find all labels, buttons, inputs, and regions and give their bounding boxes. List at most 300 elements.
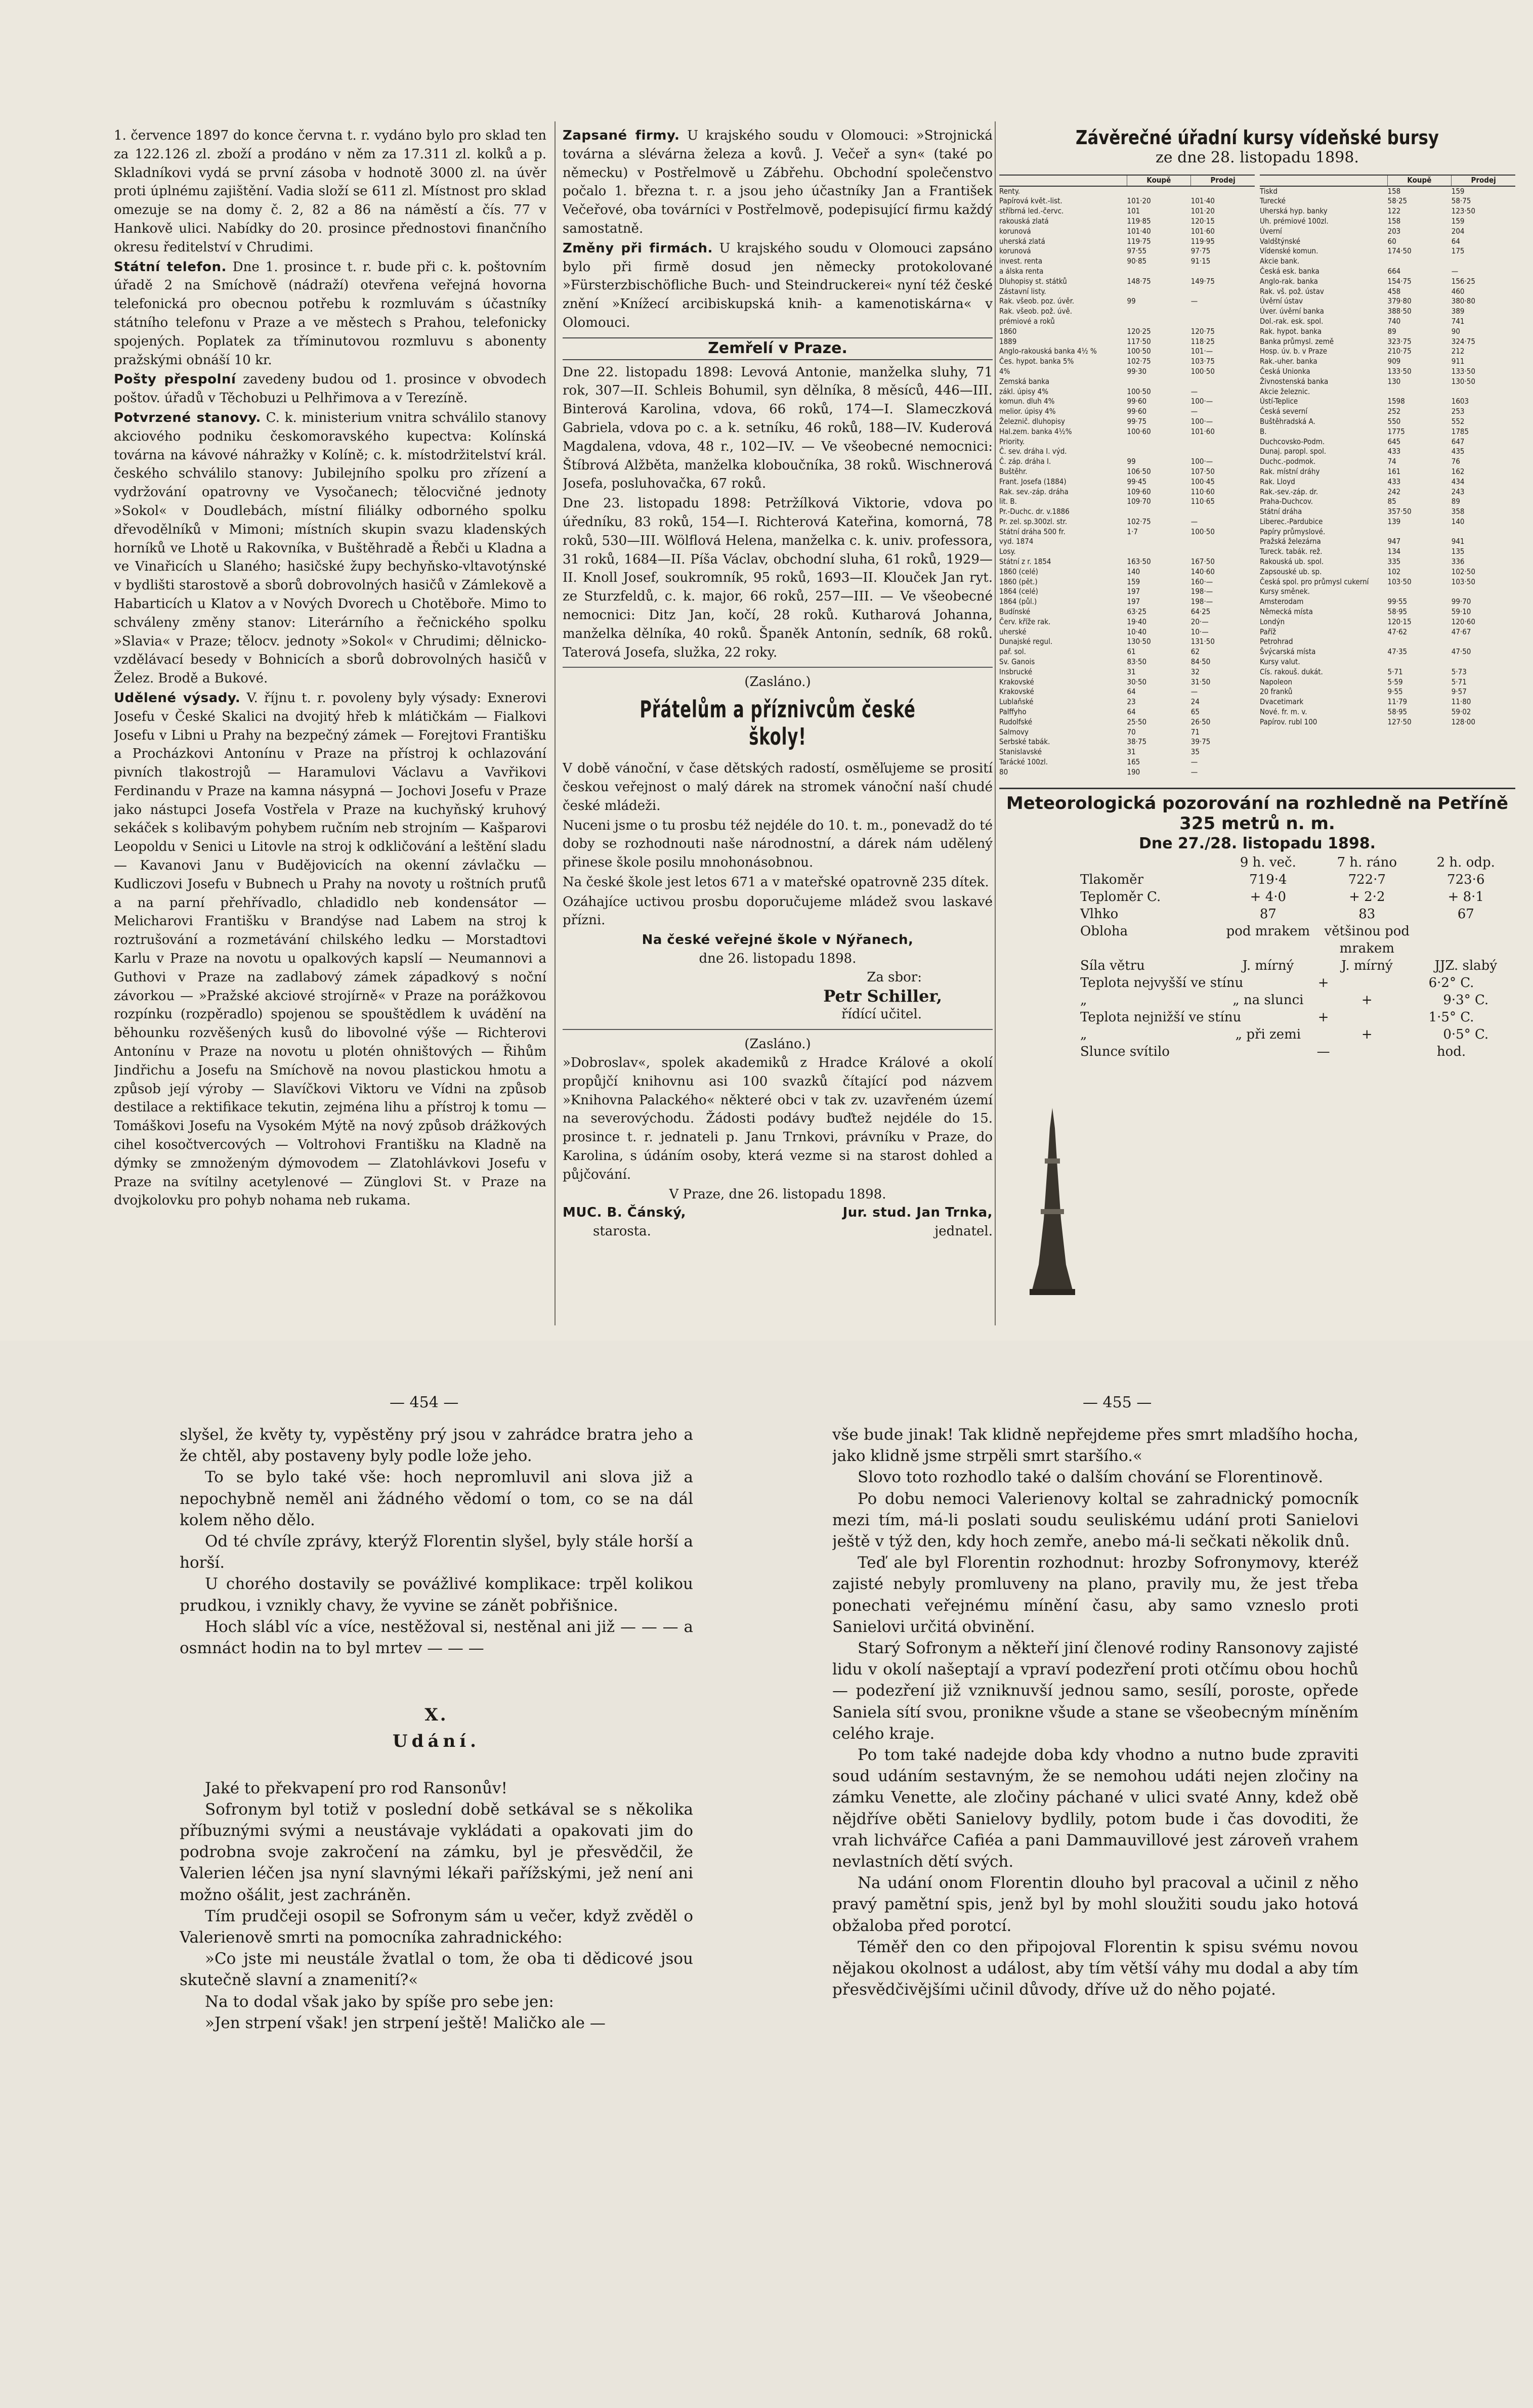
table-row <box>999 256 1255 267</box>
signature-name: Petr Schiller, <box>823 986 942 1006</box>
table-cell: rakouská zlatá <box>999 216 1049 226</box>
table-cell: 941 <box>1451 537 1465 546</box>
table-row <box>1260 287 1515 297</box>
table-row <box>1260 337 1515 347</box>
table-cell: komun. dluh 4% <box>999 397 1055 406</box>
table-cell: 131·50 <box>1190 637 1215 647</box>
table-cell: 434 <box>1451 477 1465 486</box>
table-row <box>999 296 1255 307</box>
table-cell: 47·62 <box>1387 627 1408 636</box>
table-cell: Dunajské regul. <box>999 637 1053 647</box>
table-cell: 358 <box>1451 507 1465 517</box>
table-row <box>1260 427 1515 437</box>
heading: Změny při firmách. <box>563 240 713 256</box>
table-row <box>1260 637 1515 647</box>
table-row <box>1260 387 1515 397</box>
table-cell: 460 <box>1451 286 1465 296</box>
paragraph: slyšel, že květy ty, vypěstěny prý jsou v zahrádce bratra jeho a že chtěl, aby postaveny byly podle lože jeho. <box>180 1426 693 1466</box>
table-cell: 58·75 <box>1451 196 1471 206</box>
obituaries-22: Dne 22. listopadu 1898: Levová Antonie, manželka sluhy, 71 rok, 307—II. Schleis Bohumil, syn dělníka, 8 měsíců, 446—III. Binterová Karolina, vdova, 66 roků, 174—I. Slameczková Gabriela, vdova po c. a k. setníku, 46 roků, 188—IV. Kuderová Magdalena, vdova, 48 r., 102—IV. — Ve všeobecné nemocnici: Štíbrová Alžběta, manželka kloboučníka, 38 roků. Wischnerová Josefa, posluhovačka, 67 roků. <box>563 364 993 492</box>
table-cell: 645 <box>1387 437 1401 446</box>
meteorology-cell: — <box>1316 1044 1330 1059</box>
table-cell: Cís. rakouš. dukát. <box>1260 667 1323 676</box>
paragraph: Sofronym byl totiž v poslední době setkával se s několika příbuznými svými a neustávaje vykládati a opakovati jim do podrobna svoje zakročení na zámku, byl je přesvědčil, že Valerien léčen jsa nyní slavnými lékaři pařížskými, jež není ani možno ošálit, jest zachráněn. <box>180 1800 693 1904</box>
meteorology-block <box>999 788 1515 1060</box>
table-cell <box>1388 256 1452 267</box>
table-cell: 5·71 <box>1387 667 1403 676</box>
table-cell: 91·15 <box>1190 256 1211 266</box>
table-cell: Rak. všeob. pož. úvě. <box>999 307 1073 316</box>
table-row <box>999 747 1255 757</box>
table-cell: Rak.-sev.-záp. dr. <box>1260 487 1318 496</box>
table-cell: 59·02 <box>1451 707 1471 717</box>
table-row <box>1260 577 1515 587</box>
table-row <box>1260 296 1515 307</box>
table-row <box>999 417 1255 427</box>
table-cell: Zástavní listy. <box>999 286 1046 296</box>
signature-2 <box>843 1203 993 1241</box>
table-cell: 101·60 <box>1190 226 1215 236</box>
table-cell: — <box>1190 296 1198 306</box>
table-row <box>1260 517 1515 527</box>
table-row <box>1260 557 1515 567</box>
table-row <box>999 327 1255 337</box>
article-text: C. k. ministerium vnitra schválilo stanovy akciového podniku českomoravského kupectva: Kolínská továrna na kávové náhražky v Kolíně; c. k. místodržitelství král. českého schválilo stanovy: Jubilejního spolku pro zřízení a vydržování opatrovny ve Vysočanech; tělocvičné jednoty »Sokol« v Doudlebách, místní filiálky odborného spolku dřevodělníků v Mimoni; místních skupin svazu kladenských horníků ve Lhotě u Rakovníka, v Buštěhradě a Řebči u Kladna a ve Vinařicích u Slaného; hasičské župy bechyňsko-vltavotýnské v bydlišti starostově a sborů dobrovolných hasičů v Zámlekově a Habarticích u Klatov a v Nových Dvorech u Chotěboře. Mimo to schváleny změny stanov: Literárního a řečnického spolku »Slavia« v Praze; tělocv. jednoty »Sokol« v Chrudimi; dělnicko-vzdělávací besedy v Bohnicích a sborů dobrovolných hasičů v Želez. Brodě a Bukové. <box>114 410 546 686</box>
table-cell: Tarácké 100zl. <box>999 757 1048 767</box>
table-cell: Petrohrad <box>1260 637 1293 647</box>
meteorology-row <box>1080 888 1515 906</box>
table-row <box>999 457 1255 467</box>
table-cell: Kursy směnek. <box>1260 587 1310 596</box>
table-cell: uherské <box>999 627 1027 636</box>
table-row <box>1260 237 1515 247</box>
table-cell: Krakovské <box>999 677 1034 686</box>
paragraph: »Co jste mi neustále žvatlal o tom, že oba ti dědicové jsou skutečně slavní a znamenití?« <box>180 1950 693 1990</box>
table-cell: 128·00 <box>1451 717 1475 726</box>
table-row <box>1260 477 1515 487</box>
table-cell: 5·59 <box>1387 677 1403 686</box>
paragraph: Hoch slábl víc a více, nestěžoval si, nestěnal ani již — — — a osmnáct hodin na to byl mrtev — — — <box>180 1617 693 1658</box>
signer: Jur. stud. Jan Trnka, <box>842 1205 993 1221</box>
table-cell: korunová <box>999 226 1031 236</box>
meteorology-cell: Teplota nejvyšší ve stínu <box>1080 975 1244 991</box>
table-cell: 552 <box>1451 416 1465 426</box>
table-row <box>999 467 1255 477</box>
table-row <box>999 547 1255 557</box>
table-cell: 10·— <box>1190 627 1209 636</box>
table-row <box>1260 217 1515 227</box>
table-cell: 101·60 <box>1190 426 1215 436</box>
paragraph: Starý Sofronym a někteří jiní členové rodiny Ransonovy zajisté lidu v okolí našeptají a vpraví podezření proti otčímu obou hochů — podezření již vzniknuvší jednou samo, sesílí, poroste, opřede Saniela sítí svou, pronikne všude a stane se všeobecným míněním celého kraje. <box>832 1639 1358 1743</box>
table-cell: Dluhopisy st. státků <box>999 276 1067 286</box>
table-cell: 1864 (celé) <box>999 587 1038 596</box>
table-row <box>999 357 1255 367</box>
table-cell: 140·60 <box>1190 567 1215 576</box>
table-cell: 130·50 <box>1451 376 1475 386</box>
table-row <box>999 757 1255 767</box>
table-row <box>1260 407 1515 417</box>
signature-title: řídící učitel. <box>841 1007 922 1022</box>
table-cell: Papírová květ.-list. <box>999 196 1062 206</box>
meteorology-cell: + <box>1317 1009 1329 1025</box>
table-row <box>1260 447 1515 457</box>
section-heading: Zemřelí v Praze. <box>563 337 993 360</box>
table-row <box>1260 607 1515 617</box>
table-cell: 58·95 <box>1387 607 1408 617</box>
table-cell: — <box>1190 757 1198 767</box>
table-cell: 100·50 <box>1127 386 1151 396</box>
table-cell: Buštěhradská A. <box>1260 416 1315 426</box>
table-cell: 100·60 <box>1127 426 1151 436</box>
table-cell: 11·79 <box>1387 697 1408 707</box>
table-cell: 119·75 <box>1127 236 1151 246</box>
table-cell: 99·30 <box>1127 366 1147 376</box>
table-row <box>999 657 1255 667</box>
meteorology-row <box>1080 871 1515 888</box>
date-line: dne 26. listopadu 1898. <box>699 951 857 967</box>
table-row <box>999 707 1255 717</box>
table-row <box>999 387 1255 397</box>
paragraph: Jaké to překvapení pro rod Ransonův! <box>205 1779 507 1797</box>
table-row <box>1260 507 1515 517</box>
meteorology-cell: + 4·0 <box>1250 889 1287 905</box>
table-cell: 253 <box>1451 407 1465 416</box>
table-cell <box>1127 507 1191 517</box>
table-cell: Rak. sev.-záp. dráha <box>999 487 1069 496</box>
table-cell: 61 <box>1127 647 1136 657</box>
article-text: U krajského soudu v Olomouci: »Strojnická továrna a slévárna železa a kovů. J. Večeř a syn« (také po německu) v Postřelmově u Zábřehu. Obchodní společenstvo počalo 1. března t. r. a jsou jeho účastníky Jan a František Večeřové, oba továrníci v Postřelmově, podepisující firmu každý samostatně. <box>563 128 993 236</box>
table-row <box>999 637 1255 647</box>
table-cell: 210·75 <box>1387 347 1412 356</box>
table-row <box>999 587 1255 597</box>
table-cell: Úvěrní ústav <box>1260 296 1303 306</box>
appeal-text: Nuceni jsme o tu prosbu též nejdéle do 10. t. m., ponevadž do té doby se rozhodnouti naše národnostní, a dárek nám udělený přinese škole posilu mnohonásobnou. <box>563 818 993 871</box>
table-row <box>999 337 1255 347</box>
signer-role: jednatel. <box>934 1224 993 1239</box>
table-cell: 160·— <box>1190 577 1213 586</box>
table-cell: invest. renta <box>999 256 1043 266</box>
table-cell: 64·25 <box>1190 607 1211 617</box>
chapter-number: X. <box>424 1705 448 1726</box>
table-cell: 161 <box>1387 466 1401 476</box>
table-row <box>999 267 1255 277</box>
table-cell: Praha-Duchcov. <box>1260 497 1313 506</box>
meteorology-cell: + <box>1361 1026 1373 1042</box>
table-cell: lit. B. <box>999 497 1017 506</box>
meteorology-row <box>1080 923 1515 957</box>
table-row <box>999 497 1255 507</box>
table-cell: — <box>1190 386 1198 396</box>
table-cell: Ústí-Teplice <box>1260 397 1298 406</box>
table-cell: Buštěhr. <box>999 466 1028 476</box>
meteorology-cell: hod. <box>1436 1044 1466 1059</box>
table-row <box>1260 367 1515 377</box>
meteorology-cell: 87 <box>1259 906 1276 922</box>
table-cell: 64 <box>1127 687 1136 697</box>
table-cell: 140 <box>1127 567 1140 576</box>
table-cell: Zapsouské ub. sp. <box>1260 567 1322 576</box>
table-row <box>1260 227 1515 237</box>
table-cell: Amsterodam <box>1260 597 1304 607</box>
table-row <box>999 447 1255 457</box>
table-row <box>999 427 1255 437</box>
table-cell <box>1191 447 1255 457</box>
table-row <box>999 717 1255 727</box>
meteorology-row <box>1080 906 1515 923</box>
table-cell: Č. sev. dráha I. výd. <box>999 447 1067 456</box>
table-cell: prémiové a roků <box>999 316 1055 326</box>
table-cell: 159 <box>1127 577 1140 586</box>
heading: Potvrzené stanovy. <box>114 410 261 425</box>
table-cell: 110·65 <box>1190 497 1215 506</box>
meteorology-cell: 1·5° C. <box>1428 1009 1474 1025</box>
column-rule <box>995 121 996 1325</box>
table-cell: Napoleon <box>1260 677 1293 686</box>
table-cell: 65 <box>1190 707 1200 717</box>
table-row <box>1260 277 1515 287</box>
meteorology-extra-row <box>1080 1009 1515 1026</box>
table-cell: 198·— <box>1190 597 1213 607</box>
table-cell: 118·25 <box>1190 336 1215 346</box>
table-row <box>1260 717 1515 727</box>
table-row <box>1260 377 1515 387</box>
table-cell: 100·50 <box>1127 347 1151 356</box>
heading: Státní telefon. <box>114 259 227 275</box>
table-cell: 243 <box>1451 487 1465 496</box>
appeal-text: Ozáhajíce uctivou prosbu doporučujeme mládež svou laskavé přízni. <box>563 894 993 928</box>
table-cell: 102·75 <box>1127 517 1151 526</box>
table-cell: 163·50 <box>1127 557 1151 567</box>
table-cell: Česká spol. pro průmysl cukerní <box>1260 577 1369 586</box>
table-cell <box>1191 187 1255 197</box>
table-cell: Rak. místní dráhy <box>1260 466 1320 476</box>
table-row <box>999 407 1255 417</box>
signer: MUC. B. Čánský, <box>563 1205 686 1221</box>
table-cell: 101·20 <box>1190 206 1215 216</box>
table-cell: 134 <box>1387 547 1401 556</box>
table-cell: 159 <box>1451 216 1465 226</box>
table-cell: 741 <box>1451 316 1465 326</box>
table-cell: 1·7 <box>1127 527 1138 536</box>
meteorology-cell <box>1417 923 1515 957</box>
table-cell: 120·25 <box>1127 326 1151 336</box>
table-cell: zákl. úpisy 4% <box>999 386 1049 396</box>
meteorology-cell: 67 <box>1457 906 1474 922</box>
table-row <box>999 727 1255 738</box>
table-row <box>1260 537 1515 547</box>
table-cell: 323·75 <box>1387 336 1412 346</box>
table-cell: 110·60 <box>1190 487 1215 496</box>
table-cell: 130·50 <box>1127 637 1151 647</box>
table-cell: Státní dráha 500 fr. <box>999 527 1066 536</box>
bourse-table-left <box>999 175 1255 778</box>
table-cell: Anglo-rakouská banka 4½ % <box>999 347 1097 356</box>
table-cell: Rak.-uher. banka <box>1260 357 1317 366</box>
table-cell: Rak. Lloyd <box>1260 477 1295 486</box>
table-cell: 252 <box>1387 407 1401 416</box>
table-header: Koupě Prodej <box>1260 175 1515 187</box>
table-row <box>1260 327 1515 337</box>
meteorology-cell: „ na slunci <box>1232 992 1304 1008</box>
table-cell: Losy. <box>999 547 1016 556</box>
table-cell: 167·50 <box>1190 557 1215 567</box>
table-cell: Nové. fr. m. v. <box>1260 707 1307 717</box>
table-cell: Červ. kříže rak. <box>999 617 1051 626</box>
table-cell: Rak. hypot. banka <box>1260 326 1322 336</box>
table-cell: 47·67 <box>1451 627 1471 636</box>
table-cell: 947 <box>1387 537 1401 546</box>
table-cell <box>1388 587 1452 597</box>
table-cell: 435 <box>1451 447 1465 456</box>
table-cell: Česká Unionka <box>1260 366 1310 376</box>
table-cell: 60 <box>1387 236 1396 246</box>
table-cell: Papíry průmyslové. <box>1260 527 1326 536</box>
paragraph: Po dobu nemoci Valerienovy koltal se zahradnický pomocník mezi tím, má-li poslati soudu seuliskému udání proti Sanielovi ještě v týž den, kdy hoch zemře, anebo má-li sečkati několik dnů. <box>832 1489 1358 1551</box>
meteorology-cell: Tlakoměr <box>1080 872 1144 887</box>
meteorology-row <box>1080 957 1515 974</box>
table-row <box>1260 597 1515 607</box>
table-cell <box>1191 437 1255 447</box>
table-row <box>1260 267 1515 277</box>
table-cell: 1860 (celé) <box>999 567 1038 576</box>
table-cell: 9·57 <box>1451 687 1467 697</box>
table-cell: 664 <box>1387 266 1401 276</box>
table-cell: 100·— <box>1190 397 1213 406</box>
table-cell: 11·80 <box>1451 697 1471 707</box>
table-row <box>999 597 1255 607</box>
heading: Udělené výsady. <box>114 690 241 706</box>
paragraph: U chorého dostavily se povážlivé komplikace: trpěl kolikou prudkou, i vznikly chavy, že vyvine se zánět pobřišnice. <box>180 1575 693 1615</box>
meteorology-cell: Vlhko <box>1080 906 1119 922</box>
table-cell: 5·71 <box>1451 677 1467 686</box>
table-row <box>999 487 1255 497</box>
table-cell: 4% <box>999 366 1010 376</box>
table-cell: Liberec.-Pardubice <box>1260 517 1323 526</box>
table-row <box>999 307 1255 317</box>
table-cell: Tiskd <box>1260 186 1278 196</box>
table-cell: 99 <box>1127 296 1136 306</box>
table-cell: 135 <box>1451 547 1465 556</box>
paragraph: Od té chvíle zprávy, kterýž Florentin slyšel, byly stále horší a horší. <box>180 1532 693 1572</box>
table-cell: Švýcarská místa <box>1260 647 1316 657</box>
table-cell: Duchc.-podmok. <box>1260 457 1316 466</box>
paragraph: vše bude jinak! Tak klidně nepřejdeme přes smrt mladšího hocha, jako klidně jsme strpěli smrt staršího.« <box>832 1426 1358 1466</box>
table-row <box>1260 547 1515 557</box>
table-row <box>1260 567 1515 577</box>
table-cell: 99·60 <box>1127 407 1147 416</box>
table-cell: Papírov. rubl 100 <box>1260 717 1317 726</box>
table-row <box>1260 457 1515 467</box>
paragraph: »Jen strpení však! jen strpení ještě! Maličko ale — <box>205 2013 606 2032</box>
table-cell: 159 <box>1451 186 1465 196</box>
table-cell: 107·50 <box>1190 466 1215 476</box>
table-cell <box>1191 547 1255 557</box>
table-row <box>1260 487 1515 497</box>
table-cell: 120·75 <box>1190 326 1215 336</box>
petrin-tower-illustration <box>1030 1108 1075 1295</box>
table-row <box>999 687 1255 697</box>
table-cell: 204 <box>1451 226 1465 236</box>
table-cell: 242 <box>1387 487 1401 496</box>
table-row <box>999 246 1255 256</box>
table-cell: 84·50 <box>1190 657 1211 667</box>
meteorology-cell: „ <box>1080 992 1087 1008</box>
article-posty <box>114 370 546 408</box>
table-cell: Stanislavské <box>999 747 1042 757</box>
signatures <box>563 1203 993 1241</box>
table-row <box>999 347 1255 357</box>
meteorology-title: Meteorologická pozorování na rozhledně na Petříně 325 metrů n. m. <box>1006 793 1509 834</box>
table-cell: 119·85 <box>1127 216 1151 226</box>
table-cell: Č. záp. dráha I. <box>999 457 1051 466</box>
meteorology-header: 9 h. več. 7 h. ráno 2 h. odp. <box>1240 854 1495 870</box>
table-cell: 71 <box>1190 727 1200 737</box>
table-cell <box>1191 537 1255 547</box>
table-cell <box>1127 377 1191 387</box>
table-cell: 90·85 <box>1127 256 1147 266</box>
table-cell: 99·70 <box>1451 597 1471 607</box>
article-text: U krajského soudu v Olomouci zapsáno bylo při firmě dosud jen německy protokolované »Fürsterzbischöfliche Buch- und Steindruckerei« nyní též české znění »Knížecí arcibiskupská knih- a kamenotiskárna« v Olomouci. <box>563 240 993 330</box>
table-cell: Duchcovsko-Podm. <box>1260 437 1325 446</box>
signer-role: starosta. <box>593 1224 651 1239</box>
table-cell <box>1452 387 1515 397</box>
table-row <box>999 527 1255 537</box>
table-cell: 85 <box>1387 497 1396 506</box>
table-cell: Renty. <box>999 186 1020 196</box>
table-cell: 20·— <box>1190 617 1209 626</box>
table-cell: 83·50 <box>1127 657 1147 667</box>
table-cell: 117·50 <box>1127 336 1151 346</box>
table-cell: 1860 <box>999 326 1017 336</box>
dobroslav-text: »Dobroslav«, spolek akademiků z Hradce Králové a okolí propůjčí knihovnu asi 100 svazků čítající pod názvem »Knihovna Palackého« některé obci v tak zv. uzavřeném území na severovýchodu. Žádosti podávy buďtež nejdéle do 15. prosince t. r. jednateli p. Janu Trnkovi, právníku v Praze, do Karolina, s údáním osoby, která vezme si na starost dohled a půjčování. <box>563 1055 993 1182</box>
table-row <box>1260 196 1515 206</box>
table-cell: Česká severní <box>1260 407 1308 416</box>
paragraph: To se bylo také vše: hoch nepromluvil ani slova již a nepochybně neměl ani žádného vědomí o tom, co se na dál kolem něho dělo. <box>180 1468 693 1529</box>
table-cell: 335 <box>1387 557 1401 567</box>
obituaries-23: Dne 23. listopadu 1898: Petržílková Viktorie, vdova po úředníku, 83 roků, 154—I. Richterová Kateřina, komorná, 78 roků, 530—III. Wölflová Helena, manželka c. k. univ. professora, 31 roků, 1684—II. Píša Václav, obchodní sluha, 61 roků, 1929—II. Knoll Josef, soukromník, 95 roků, 1693—II. Klouček Jan ryt. ze Sturzfeldů, c. k. major, 66 roků, 257—III. — Ve všeobecné nemocnici: Ditz Jan, kočí, 28 roků. Kutharová Johanna, manželka dělníka, 40 roků. Španěk Antonín, sedník, 68 roků. Taterová Josefa, služka, 22 roky. <box>563 496 993 660</box>
article-text: Dne 1. prosince t. r. bude při c. k. poštovním úřadě 2 na Smíchově (nádraží) otevřena veřejná hovorna telefonická pro obecnou potřebu k rozmluvám s účastníky státního telefonu v Praze a ve městech s Prahou, telefonicky spojených. Poplatek za tříminutovou rozmluvu s abonenty pražskými obnáší 10 kr. <box>114 259 546 368</box>
table-cell <box>1191 307 1255 317</box>
table-cell: 740 <box>1387 316 1401 326</box>
meteorology-cell: „ <box>1080 1026 1087 1042</box>
table-cell: 336 <box>1451 557 1465 567</box>
table-cell: Akcie železnic. <box>1260 386 1310 396</box>
appeal-text: V době vánoční, v čase dětských radostí, osměľujeme se prosití českou veřejnost o malý dárek na stromek vánoční naší chudé české mládeži. <box>563 761 993 813</box>
table-cell: 80 <box>999 767 1008 777</box>
table-cell: Paříž <box>1260 627 1276 636</box>
divider <box>563 1029 993 1030</box>
table-cell <box>1127 267 1191 277</box>
table-cell: 32 <box>1190 667 1200 676</box>
table-row <box>999 437 1255 447</box>
table-cell <box>1452 587 1515 597</box>
table-cell: 433 <box>1387 477 1401 486</box>
table-cell: 9·55 <box>1387 687 1403 697</box>
meteorology-cell: J. mírný <box>1242 958 1294 973</box>
table-cell: 100·45 <box>1190 477 1215 486</box>
table-row <box>999 196 1255 206</box>
table-cell: 47·50 <box>1451 647 1471 657</box>
table-row <box>999 377 1255 387</box>
table-row <box>999 206 1255 217</box>
table-cell: Státní dráha <box>1260 507 1302 517</box>
table-cell: Tureck. tabák. rež. <box>1260 547 1323 556</box>
table-cell: Zemská banka <box>999 376 1050 386</box>
meteorology-cell: 9·3° C. <box>1443 992 1489 1008</box>
table-cell: Pr. zel. sp.300zl. str. <box>999 517 1068 526</box>
table-row <box>999 367 1255 377</box>
meteorology-extra-row <box>1080 992 1515 1009</box>
